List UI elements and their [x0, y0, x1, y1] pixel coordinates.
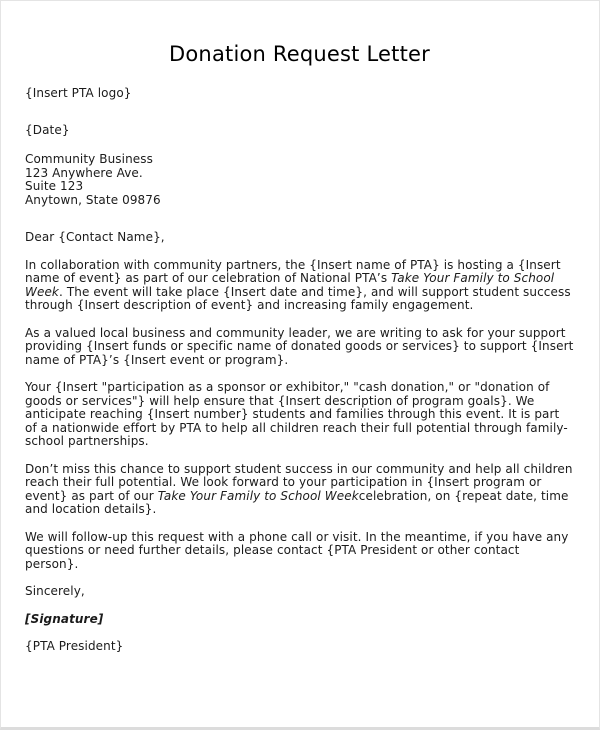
- pta-logo-placeholder: {Insert PTA logo}: [25, 86, 132, 100]
- recipient-address-block: [25, 153, 574, 207]
- text-run: Your {Insert "participation as a sponsor or exhibitor," "cash donation," or "donation of goods or services"} will help ensure that {Insert description of program goals}. We anticipate reaching {Insert number} students and families through this event. It is part of a nationwide effort by PTA to help all children reach their full potential through family-school partnerships.: [25, 380, 568, 448]
- letter-body: [25, 259, 574, 572]
- date-placeholder: {Date}: [25, 122, 70, 137]
- text-run: celebration, on {repeat date, time and location details}.: [25, 488, 569, 516]
- text-run: Don’t miss this chance to support student success in our community and help all children reach their full potential. We look forward to your participation in {Insert program or event} as part of our: [25, 461, 573, 503]
- address-line: 123 Anywhere Ave.: [25, 165, 143, 180]
- body-paragraph: [25, 259, 574, 313]
- body-paragraph: [25, 531, 574, 572]
- signer-placeholder: {PTA President}: [25, 639, 124, 653]
- body-paragraph: [25, 327, 574, 368]
- italic-text-run: Take Your Family to School Week: [157, 488, 359, 503]
- text-run: In collaboration with community partners, the {Insert name of PTA} is hosting a {Insert name of event} as part of our celebration of National PTA’s: [25, 257, 561, 285]
- salutation: Dear {Contact Name},: [25, 230, 165, 244]
- signature-placeholder: [Signature]: [25, 611, 104, 626]
- italic-text-run: Take Your Family to School Week: [25, 271, 555, 299]
- text-run: . The event will take place {Insert date and time}, and will support student success through {Insert description of event} and increasing family engagement.: [25, 284, 571, 312]
- letter-title: Donation Request Letter: [169, 42, 430, 66]
- closing: Sincerely,: [25, 584, 85, 598]
- address-line: Anytown, State 09876: [25, 192, 161, 207]
- text-run: As a valued local business and community leader, we are writing to ask for your support providing {Insert funds or specific name of donated goods or services} to support {Insert name of PTA}’s {Insert event or program}.: [25, 325, 574, 367]
- body-paragraph: [25, 463, 574, 517]
- body-paragraph: [25, 381, 574, 449]
- text-run: We will follow-up this request with a phone call or visit. In the meantime, if you have any questions or need further details, please contact {PTA President or other contact person}.: [25, 529, 569, 571]
- address-line: Suite 123: [25, 179, 84, 193]
- address-line: Community Business: [25, 152, 153, 166]
